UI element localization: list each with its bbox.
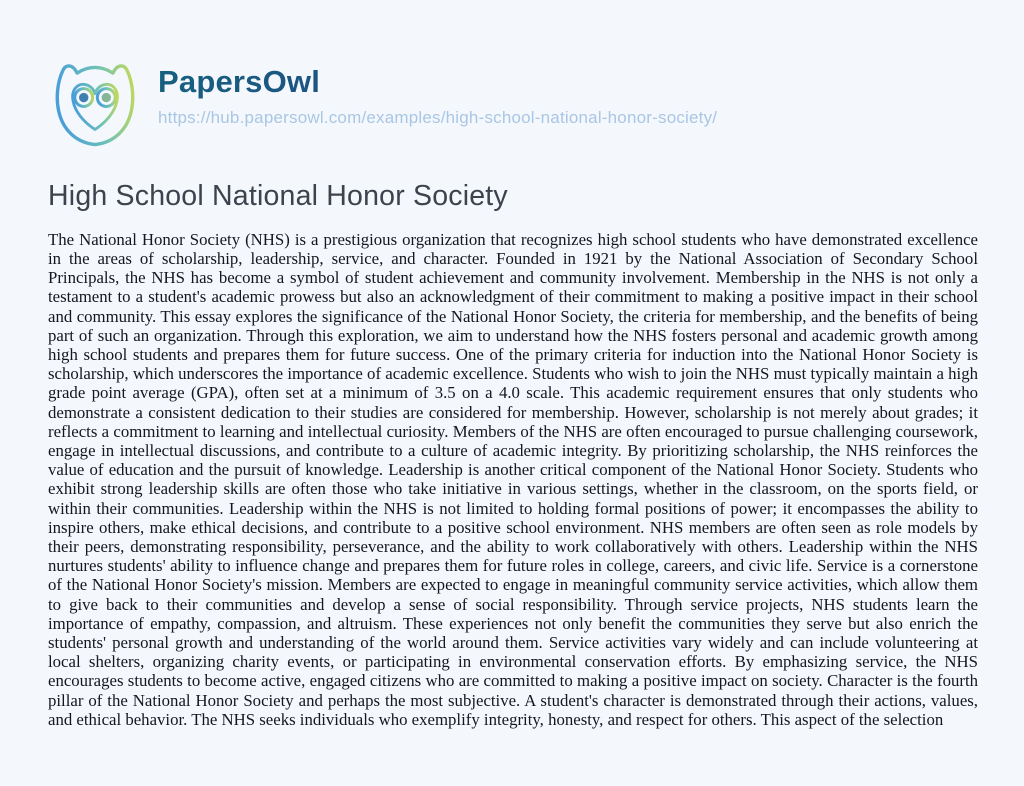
site-header [48,56,976,154]
owl-logo-icon [48,58,142,154]
brand-block [158,64,717,128]
page-title: High School National Honor Society [48,180,508,212]
essay-body-text: The National Honor Society (NHS) is a prestigious organization that recognizes high school students who have demonstrated excellence in the areas of scholarship, leadership, service, and character. Founded in 1921 by the National Association of Secondary School Principals, the NHS has become a symbol of student achievement and community involvement. Membership in the NHS is not only a testament to a student's academic prowess but also an acknowledgment of their commitment to making a positive impact in their school and community. This essay explores the significance of the National Honor Society, the criteria for membership, and the benefits of being part of such an organization. Through this exploration, we aim to understand how the NHS fosters personal and academic growth among high school students and prepares them for future success. One of the primary criteria for induction into the National Honor Society is scholarship, which underscores the importance of academic excellence. Students who wish to join the NHS must typically maintain a high grade point average (GPA), often set at a minimum of 3.5 on a 4.0 scale. This academic requirement ensures that only students who demonstrate a consistent dedication to their studies are considered for membership. However, scholarship is not merely about grades; it reflects a commitment to learning and intellectual curiosity. Members of the NHS are often encouraged to pursue challenging coursework, engage in intellectual discussions, and contribute to a culture of academic integrity. By prioritizing scholarship, the NHS reinforces the value of education and the pursuit of knowledge. Leadership is another critical component of the National Honor Society. Students who exhibit strong leadership skills are often those who take initiative in various settings, whether in the classroom, on the sports field, or within their communities. Leadership within the NHS is not limited to holding formal positions of power; it encompasses the ability to inspire others, make ethical decisions, and contribute to a positive school environment. NHS members are often seen as role models by their peers, demonstrating responsibility, perseverance, and the ability to work collaboratively with others. Leadership within the NHS nurtures students' ability to influence change and prepares them for future roles in college, careers, and civic life. Service is a cornerstone of the National Honor Society's mission. Members are expected to engage in meaningful community service activities, which allow them to give back to their communities and develop a sense of social responsibility. Through service projects, NHS students learn the importance of empathy, compassion, and altruism. These experiences not only benefit the communities they serve but also enrich the students' personal growth and understanding of the world around them. Service activities vary widely and can include volunteering at local shelters, organizing charity events, or participating in environmental conservation efforts. By emphasizing service, the NHS encourages students to become active, engaged citizens who are committed to making a positive impact on society. Character is the fourth pillar of the National Honor Society and perhaps the most subjective. A student's character is demonstrated through their actions, values, and ethical behavior. The NHS seeks individuals who exemplify integrity, honesty, and respect for others. This aspect of the selection [48,229,978,729]
source-url-link[interactable]: https://hub.papersowl.com/examples/high-school-national-honor-society/ [158,107,718,127]
brand-name: PapersOwl [158,64,717,100]
